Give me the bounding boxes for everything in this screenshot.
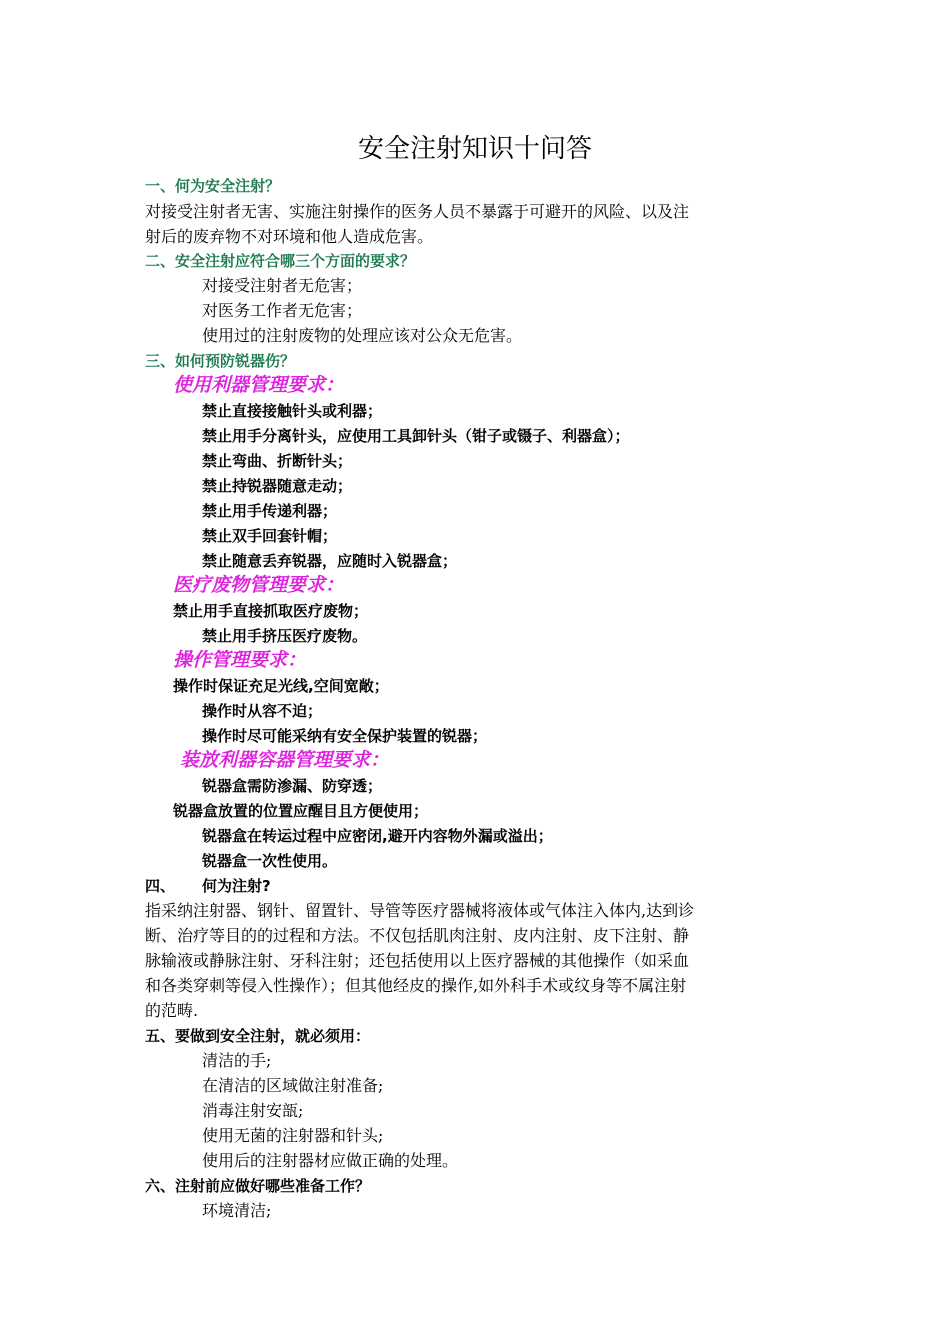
q6-heading: 六、注射前应做好哪些准备工作？ [145, 1177, 371, 1195]
sharps-item: 禁止弯曲、折断针头； [202, 452, 353, 470]
q5-item: 消毒注射安瓿; [202, 1101, 304, 1120]
operation-item: 操作时保证充足光线,空间宽敞； [173, 677, 389, 695]
q4-heading-number: 四、 [145, 877, 176, 895]
container-item: 锐器盒一次性使用。 [202, 852, 338, 870]
container-item: 锐器盒需防渗漏、防穿透； [202, 777, 383, 795]
container-item: 锐器盒放置的位置应醒目且方便使用； [173, 802, 429, 820]
waste-item: 禁止用手挤压医疗废物。 [202, 627, 368, 645]
q6-item: 环境清洁; [202, 1201, 272, 1220]
q1-heading: 一、何为安全注射？ [145, 177, 281, 195]
q2-heading: 二、安全注射应符合哪三个方面的要求？ [145, 252, 416, 270]
q5-item: 使用无菌的注射器和针头; [202, 1126, 384, 1145]
q5-item: 在清洁的区域做注射准备; [202, 1076, 384, 1095]
q2-item: 使用过的注射废物的处理应该对公众无危害。 [202, 326, 523, 345]
sharps-item: 禁止用手分离针头，应使用工具卸针头（钳子或镊子、利器盒）； [202, 427, 630, 445]
operation-management-subheading: 操作管理要求： [173, 649, 307, 671]
operation-item: 操作时从容不迫； [202, 702, 323, 720]
sharps-management-subheading: 使用利器管理要求： [173, 374, 345, 396]
sharps-item: 禁止直接接触针头或利器； [202, 402, 383, 420]
q1-answer-line2: 射后的废弃物不对环境和他人造成危害。 [145, 227, 434, 246]
operation-item: 操作时尽可能采纳有安全保护装置的锐器； [202, 727, 488, 745]
sharps-item: 禁止持锐器随意走动； [202, 477, 353, 495]
q2-item: 对医务工作者无危害； [202, 301, 363, 320]
q3-heading: 三、如何预防锐器伤？ [145, 352, 296, 370]
q4-answer-line: 的范畴. [145, 1001, 199, 1020]
q1-answer-line1: 对接受注射者无害、实施注射操作的医务人员不暴露于可避开的风险、以及注 [145, 202, 690, 221]
container-management-subheading: 装放利器容器管理要求： [180, 749, 390, 771]
container-item: 锐器盒在转运过程中应密闭,避开内容物外漏或溢出； [202, 827, 553, 845]
q5-item: 清洁的手; [202, 1051, 272, 1070]
q4-answer-line: 断、治疗等目的的过程和方法。不仅包括肌肉注射、皮内注射、皮下注射、静 [145, 926, 690, 945]
q2-item: 对接受注射者无危害； [202, 276, 363, 295]
sharps-item: 禁止双手回套针帽； [202, 527, 338, 545]
q5-item: 使用后的注射器材应做正确的处理。 [202, 1151, 459, 1170]
page-title: 安全注射知识十问答 [357, 134, 592, 164]
q4-heading: 何为注射? [202, 877, 271, 895]
sharps-item: 禁止用手传递利器； [202, 502, 338, 520]
q4-answer-line: 和各类穿刺等侵入性操作）；但其他经皮的操作,如外科手术或纹身等不属注射 [145, 976, 687, 995]
sharps-item: 禁止随意丢弃锐器，应随时入锐器盒； [202, 552, 458, 570]
q5-heading: 五、要做到安全注射，就必须用： [145, 1027, 371, 1045]
q4-answer-line: 脉输液或静脉注射、牙科注射；还包括使用以上医疗器械的其他操作（如采血 [145, 951, 690, 970]
medical-waste-subheading: 医疗废物管理要求： [173, 574, 345, 596]
waste-item: 禁止用手直接抓取医疗废物； [173, 602, 369, 620]
q4-answer-line: 指采纳注射器、钢针、留置针、导管等医疗器械将液体或气体注入体内,达到诊 [145, 901, 695, 920]
